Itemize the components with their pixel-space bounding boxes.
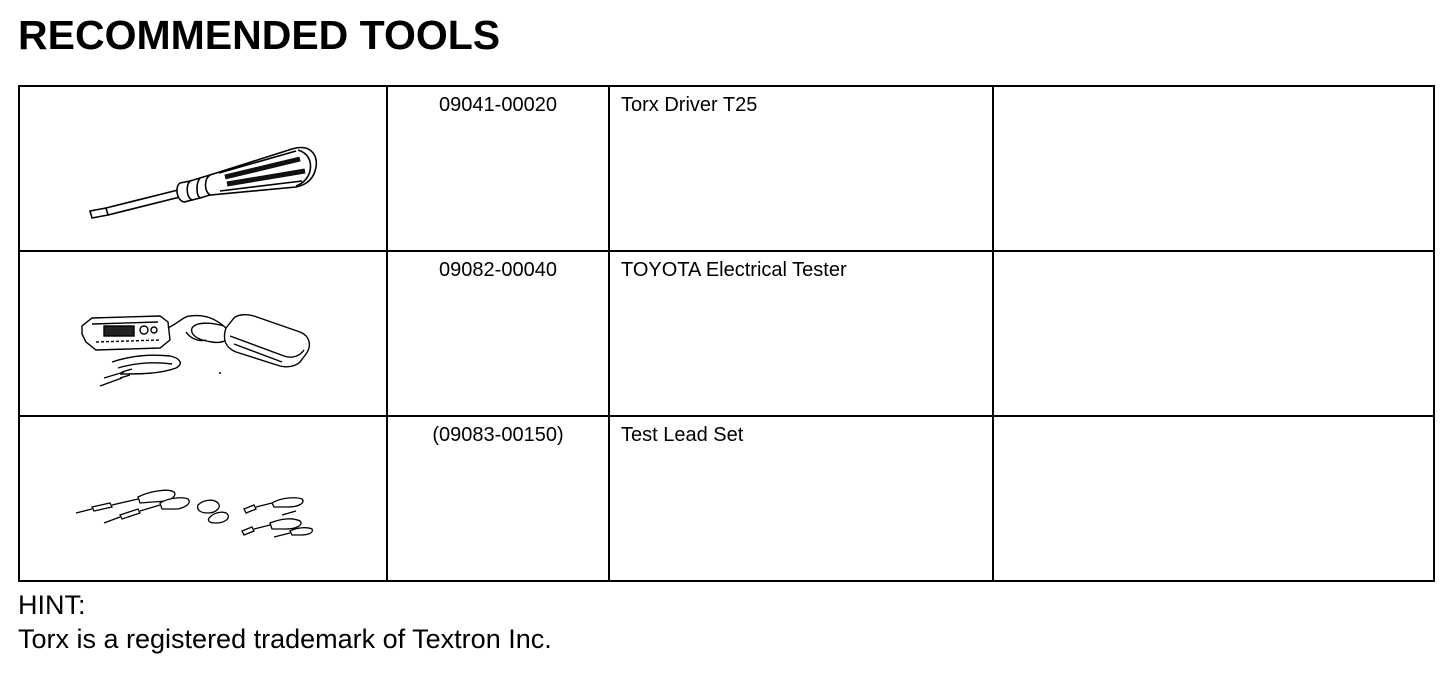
part-number-cell [387,251,609,416]
tool-note-cell [993,416,1434,581]
tool-name-cell [609,86,993,251]
part-number: (09083-00150) [432,424,564,446]
tool-name: Test Lead Set [621,424,744,446]
hint-text: Torx is a registered trademark of Textron Inc. [18,624,552,654]
table-row [19,251,1434,416]
tool-name: TOYOTA Electrical Tester [621,259,847,281]
torx-screwdriver-illustration [19,86,387,251]
page-title: RECOMMENDED TOOLS [18,12,501,58]
test-lead-set-illustration [19,416,387,581]
part-number: 09041-00020 [439,94,557,116]
tool-name: Torx Driver T25 [621,94,758,116]
tool-note-cell [993,251,1434,416]
part-number: 09082-00040 [439,259,557,281]
hint-block [18,588,552,656]
tool-name-cell [609,251,993,416]
hint-label: HINT: [18,590,86,620]
electrical-tester-illustration [19,251,387,416]
multimeter-icon [20,252,388,409]
screwdriver-icon [20,87,388,244]
recommended-tools-table [18,85,1435,582]
table-row [19,416,1434,581]
tool-name-cell [609,416,993,581]
part-number-cell [387,416,609,581]
part-number-cell [387,86,609,251]
tool-note-cell [993,86,1434,251]
test-leads-icon [20,417,388,574]
table-row [19,86,1434,251]
